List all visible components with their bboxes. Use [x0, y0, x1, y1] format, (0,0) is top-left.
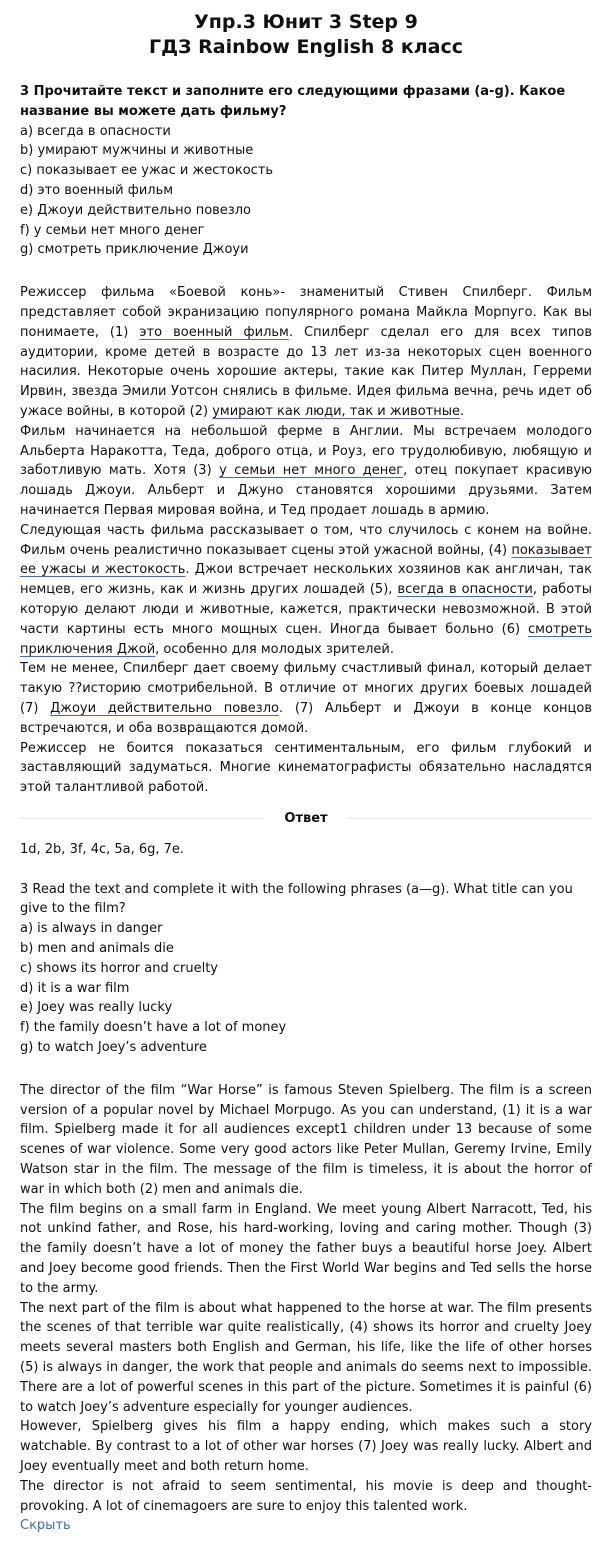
paragraph: The director of the film “War Horse” is famous Steven Spielberg. The film is a screen version of a popular novel by Michael Morpugo. As you can understand, (1) it is a war film. Spielberg made it for all audiences except1 children under 13 because of some scenes of war violence. Some very good actors like Peter Mullan, Geremy Irvine, Emily Watson star in the film. The message of the film is timeless, it is about the horror of war in which both (2) men and animals die.	[20, 1082, 592, 1197]
task-heading-en: 3 Read the text and complete it with the following phrases (a—g). What title can you give to the film?	[20, 881, 573, 917]
paragraph: The next part of the film is about what happened to the horse at war. The film presents the scenes of that terrible war quite realistically, (4) shows its horror and cruelty Joey meets several masters both English and German, his life, like the life of other horses (5) is always in danger, the work that people and animals do seems next to impossible. There are a lot of powerful scenes in this part of the picture. Sometimes it is painful (6) to watch Joey’s adventure especially for younger audiences.	[20, 1300, 592, 1415]
options-list-en	[20, 919, 592, 1058]
answer-divider	[20, 811, 592, 826]
text-span: . Джои встречает нескольких хозяинов как англичан, так немцев, его жизнь, как и жизнь других лошадей (5),	[20, 562, 592, 598]
option-item: e) Joey was really lucky	[20, 1000, 173, 1016]
option-item: a) is always in danger	[20, 921, 163, 937]
filled-phrase: Джоуи действительно повезло	[50, 700, 279, 716]
divider-line	[20, 818, 264, 819]
filled-phrase: всегда в опасности	[397, 582, 533, 598]
option-item: g) смотреть приключение Джоуи	[20, 242, 249, 258]
text-span: , работы которую делают люди и животные, кажется, практически невозможной. В этой части картины есть много мощных сцен. Иногда бывает больно (6)	[20, 582, 592, 637]
text-span: Тем не менее, Спилберг дает своему фильму счастливый финал, который делает такую ??историю смотрибельной. В отличие от многих других боевых лошадей (7)	[20, 661, 592, 716]
option-item: c) shows its horror and cruelty	[20, 960, 218, 976]
option-item: f) the family doesn’t have a lot of money	[20, 1020, 287, 1036]
option-item: c) показывает ее ужас и жестокость	[20, 163, 274, 179]
filled-phrase: умирают как люди, так и животные	[212, 403, 460, 419]
paragraph	[20, 521, 592, 660]
filled-phrase: у семьи нет много денег	[219, 463, 404, 479]
paragraph: Режиссер не боится показаться сентиментальным, его фильм глубокий и заставляющий задуматься. Многие кинематографисты обязательно насладятся этой талантливой работой.	[20, 740, 592, 796]
page-title	[20, 10, 592, 60]
options-list-ru	[20, 122, 592, 261]
option-item: d) это военный фильм	[20, 182, 174, 198]
filled-phrase: показывает ее ужасы и жестокость	[20, 542, 592, 578]
text-span: . Спилберг сделал его для всех типов аудитории, кроме детей в возрасте до 13 лет из-за некоторых сцен военного насилия. Некоторые очень хорошие актеры, такие как Питер Муллан, Герреми Ирвин, звезда Эмили Уотсон снялись в фильме. Идея фильма вечна, речь идет об ужасе войны, в которой (2)	[20, 324, 592, 419]
paragraph	[20, 422, 592, 521]
divider-line	[348, 818, 592, 819]
option-item: g) to watch Joey’s adventure	[20, 1040, 207, 1056]
paragraph	[20, 659, 592, 738]
hide-link[interactable]: Скрыть	[20, 1518, 71, 1534]
paragraph: The film begins on a small farm in England. We meet young Albert Narracott, Ted, his not unkind father, and Rose, his hard-working, loving and caring mother. Though (3) the family doesn’t have a lot of money the father buys a beautiful horse Joey. Albert and Joey become good friends. Then the First World War begins and Ted sells the horse to the army.	[20, 1201, 592, 1296]
text-span: .	[460, 403, 465, 419]
text-span: Режиссер фильма «Боевой конь»- знаменитый Стивен Спилберг. Фильм представляет собой экранизацию популярного романа Майкла Морпуго. Как вы понимаете, (1)	[20, 285, 592, 340]
text-span: . (7) Альберт и Джоуи в конце концов встречаются, и оба возвращаются домой.	[20, 700, 593, 736]
text-span: Следующая часть фильма рассказывает о том, что случилось с конем на войне. Фильм очень реалистично показывает сцены этой ужасной войны, (4)	[20, 522, 592, 558]
text-ru	[20, 283, 592, 798]
paragraph: The director is not afraid to seem sentimental, his movie is deep and thought-provoking. A lot of cinemagoers are sure to enjoy this talented work.	[20, 1478, 592, 1514]
task-heading-ru: 3 Прочитайте текст и заполните его следующими фразами (a-g). Какое название вы можете дать фильму?	[20, 84, 566, 119]
title-line-1: Упр.3 Юнит 3 Step 9	[194, 11, 418, 33]
option-item: b) men and animals die	[20, 941, 174, 957]
option-item: a) всегда в опасности	[20, 123, 171, 139]
text-span: Фильм начинается на небольшой ферме в Англии. Мы встречаем молодого Альберта Наракотта, Теда, доброго отца, и Роуз, его трудолюбивую, любящую и заботливую мать. Хотя (3)	[20, 423, 592, 479]
option-item: e) Джоуи действительно повезло	[20, 202, 251, 218]
paragraph	[20, 283, 592, 422]
option-item: b) умирают мужчины и животные	[20, 143, 254, 159]
task-ru	[20, 82, 592, 260]
text-span: , отец покупает красивую лошадь Джоуи. Альберт и Джуно становятся хорошими друзьями. Затем начинается Первая мировая война, и Тед продает лошадь в армию.	[20, 463, 592, 518]
title-line-2: ГДЗ Rainbow English 8 класс	[148, 36, 464, 58]
task-en	[20, 880, 592, 1058]
answer-text: 1d, 2b, 3f, 4c, 5a, 6g, 7e.	[20, 841, 185, 857]
text-span: , особенно для молодых зрителей.	[155, 641, 394, 657]
answer-label: Ответ	[284, 810, 328, 826]
text-en	[20, 1081, 592, 1517]
option-item: d) it is a war film	[20, 980, 130, 996]
paragraph: However, Spielberg gives his film a happy ending, which makes such a story watchable. By contrast to a lot of other war horses (7) Joey was really lucky. Albert and Joey eventually meet and both return home.	[20, 1419, 592, 1474]
option-item: f) у семьи нет много денег	[20, 222, 205, 238]
filled-phrase: смотреть приключения Джой	[20, 621, 592, 657]
filled-phrase: это военный фильм	[139, 324, 289, 340]
